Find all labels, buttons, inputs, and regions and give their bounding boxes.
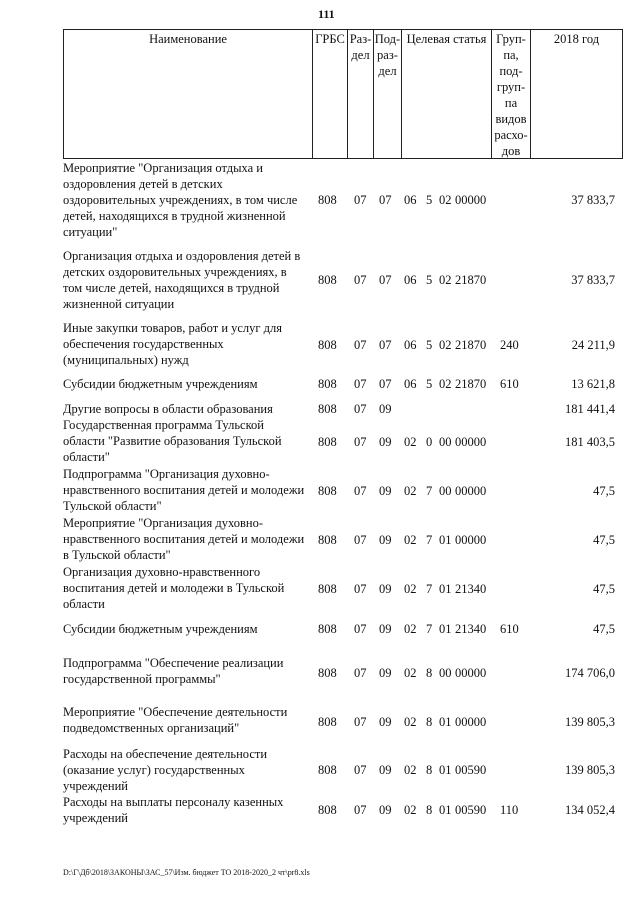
header-podrazdel-line: дел bbox=[378, 64, 397, 78]
row-article-direction: 00000 bbox=[455, 715, 487, 729]
row-grbs: 808 bbox=[318, 402, 337, 416]
row-article-program: 02 bbox=[404, 666, 417, 680]
row-article-event: 00 bbox=[439, 484, 452, 498]
row-article-program: 02 bbox=[404, 803, 417, 817]
row-grbs: 808 bbox=[318, 666, 337, 680]
row-razdel: 07 bbox=[354, 273, 367, 287]
header-grbs: ГРБС bbox=[315, 32, 345, 46]
row-article-direction: 00590 bbox=[455, 803, 487, 817]
row-podrazdel: 09 bbox=[379, 763, 392, 777]
row-article-subprogram: 8 bbox=[426, 715, 433, 729]
row-article-event: 00 bbox=[439, 435, 452, 449]
header-razdel-line: дел bbox=[351, 48, 370, 62]
row-grbs: 808 bbox=[318, 533, 337, 547]
row-article-event: 00 bbox=[439, 666, 452, 680]
row-amount: 181 403,5 bbox=[565, 435, 615, 449]
header-bottom-border bbox=[63, 158, 623, 159]
header-group-line: па, bbox=[503, 48, 519, 62]
row-article-program: 06 bbox=[404, 377, 417, 391]
row-razdel: 07 bbox=[354, 338, 367, 352]
header-name: Наименование bbox=[149, 32, 227, 46]
row-grbs: 808 bbox=[318, 193, 337, 207]
header-podrazdel-line: раз- bbox=[377, 48, 398, 62]
row-article-subprogram: 7 bbox=[426, 533, 433, 547]
row-amount: 47,5 bbox=[593, 533, 615, 547]
row-podrazdel: 09 bbox=[379, 582, 392, 596]
row-razdel: 07 bbox=[354, 377, 367, 391]
row-article-event: 02 bbox=[439, 193, 452, 207]
row-amount: 37 833,7 bbox=[571, 193, 615, 207]
row-razdel: 07 bbox=[354, 533, 367, 547]
row-razdel: 07 bbox=[354, 582, 367, 596]
row-name: Подпрограмма "Обеспечение реализации государственной программы" bbox=[63, 656, 284, 686]
row-grbs: 808 bbox=[318, 484, 337, 498]
row-article-subprogram: 5 bbox=[426, 273, 433, 287]
header-group-line: дов bbox=[501, 144, 521, 158]
row-podrazdel: 09 bbox=[379, 803, 392, 817]
header-top-border bbox=[63, 29, 623, 30]
row-article-direction: 00000 bbox=[455, 666, 487, 680]
row-article-subprogram: 7 bbox=[426, 484, 433, 498]
row-razdel: 07 bbox=[354, 715, 367, 729]
row-razdel: 07 bbox=[354, 803, 367, 817]
header-podrazdel bbox=[374, 31, 401, 79]
row-grbs: 808 bbox=[318, 582, 337, 596]
row-article-program: 06 bbox=[404, 193, 417, 207]
row-name: Расходы на выплаты персоналу казенных учреждений bbox=[63, 795, 284, 825]
row-podrazdel: 07 bbox=[379, 193, 392, 207]
row-podrazdel: 09 bbox=[379, 666, 392, 680]
row-article-subprogram: 5 bbox=[426, 377, 433, 391]
row-expense-group: 110 bbox=[500, 803, 519, 817]
row-article-direction: 00590 bbox=[455, 763, 487, 777]
row-article-program: 06 bbox=[404, 273, 417, 287]
header-group-line: па bbox=[504, 96, 518, 110]
row-grbs: 808 bbox=[318, 435, 337, 449]
row-name: Субсидии бюджетным учреждениям bbox=[63, 377, 258, 391]
header-divider bbox=[622, 29, 623, 159]
row-name: Другие вопросы в области образования bbox=[63, 402, 273, 416]
row-amount: 37 833,7 bbox=[571, 273, 615, 287]
row-article-event: 01 bbox=[439, 803, 452, 817]
row-article-program: 02 bbox=[404, 533, 417, 547]
row-podrazdel: 07 bbox=[379, 377, 392, 391]
row-grbs: 808 bbox=[318, 338, 337, 352]
header-podrazdel-line: Под- bbox=[374, 32, 401, 46]
header-group-line: груп- bbox=[496, 80, 526, 94]
header-group bbox=[492, 31, 530, 159]
row-article-event: 01 bbox=[439, 582, 452, 596]
row-amount: 13 621,8 bbox=[571, 377, 615, 391]
row-podrazdel: 09 bbox=[379, 533, 392, 547]
row-amount: 139 805,3 bbox=[565, 763, 615, 777]
row-grbs: 808 bbox=[318, 803, 337, 817]
row-article-event: 01 bbox=[439, 622, 452, 636]
header-divider bbox=[530, 29, 531, 159]
row-name: Организация отдыха и оздоровления детей в детских оздоровительных учреждениях, в том числе детей, находящихся в трудной жизненной ситуации bbox=[63, 249, 301, 311]
row-article-program: 02 bbox=[404, 484, 417, 498]
row-article-subprogram: 5 bbox=[426, 193, 433, 207]
row-article-direction: 21340 bbox=[455, 622, 487, 636]
row-razdel: 07 bbox=[354, 402, 367, 416]
row-razdel: 07 bbox=[354, 622, 367, 636]
row-razdel: 07 bbox=[354, 763, 367, 777]
row-grbs: 808 bbox=[318, 763, 337, 777]
row-podrazdel: 07 bbox=[379, 273, 392, 287]
header-razdel bbox=[348, 31, 373, 63]
row-article-subprogram: 7 bbox=[426, 582, 433, 596]
row-article-subprogram: 8 bbox=[426, 803, 433, 817]
header-article: Целевая статья bbox=[406, 32, 487, 46]
row-amount: 24 211,9 bbox=[571, 338, 615, 352]
row-grbs: 808 bbox=[318, 273, 337, 287]
header-divider bbox=[63, 29, 64, 159]
header-group-line: под- bbox=[499, 64, 523, 78]
header-group-line: Груп- bbox=[496, 32, 526, 46]
row-amount: 134 052,4 bbox=[565, 803, 615, 817]
row-expense-group: 610 bbox=[500, 622, 519, 636]
row-name: Государственная программа Тульской области "Развитие образования Тульской области" bbox=[63, 418, 282, 464]
row-article-event: 02 bbox=[439, 273, 452, 287]
row-name: Иные закупки товаров, работ и услуг для обеспечения государственных (муниципальных) нужд bbox=[63, 321, 283, 367]
row-article-event: 01 bbox=[439, 533, 452, 547]
row-article-program: 02 bbox=[404, 763, 417, 777]
row-podrazdel: 09 bbox=[379, 435, 392, 449]
row-expense-group: 610 bbox=[500, 377, 519, 391]
row-article-direction: 00000 bbox=[455, 435, 487, 449]
row-expense-group: 240 bbox=[500, 338, 519, 352]
row-amount: 139 805,3 bbox=[565, 715, 615, 729]
header-razdel-line: Раз- bbox=[349, 32, 372, 46]
row-name: Расходы на обеспечение деятельности (оказание услуг) государственных учреждений bbox=[63, 747, 268, 793]
row-podrazdel: 09 bbox=[379, 715, 392, 729]
row-name: Подпрограмма "Организация духовно-нравственного воспитания детей и молодежи Тульской области" bbox=[63, 467, 305, 513]
row-amount: 181 441,4 bbox=[565, 402, 615, 416]
row-article-event: 02 bbox=[439, 338, 452, 352]
row-name: Организация духовно-нравственного воспитания детей и молодежи в Тульской области bbox=[63, 565, 285, 611]
row-name: Мероприятие "Обеспечение деятельности подведомственных организаций" bbox=[63, 705, 288, 735]
row-amount: 47,5 bbox=[593, 484, 615, 498]
row-amount: 174 706,0 bbox=[565, 666, 615, 680]
row-article-direction: 21340 bbox=[455, 582, 487, 596]
row-podrazdel: 09 bbox=[379, 622, 392, 636]
row-article-program: 02 bbox=[404, 435, 417, 449]
row-article-event: 02 bbox=[439, 377, 452, 391]
row-article-event: 01 bbox=[439, 763, 452, 777]
row-article-direction: 21870 bbox=[455, 273, 487, 287]
row-grbs: 808 bbox=[318, 622, 337, 636]
row-name: Мероприятие "Организация отдыха и оздоровления детей в детских оздоровительных учреждениях, в том числе детей, находящихся в трудной жизненной ситуации" bbox=[63, 161, 298, 239]
row-article-program: 06 bbox=[404, 338, 417, 352]
row-podrazdel: 09 bbox=[379, 402, 392, 416]
header-group-line: видов bbox=[495, 112, 527, 126]
row-amount: 47,5 bbox=[593, 582, 615, 596]
row-article-subprogram: 8 bbox=[426, 763, 433, 777]
row-podrazdel: 09 bbox=[379, 484, 392, 498]
row-razdel: 07 bbox=[354, 435, 367, 449]
file-path-footer: D:\Г\Дб\2018\ЗАКОНЫ\ЗАС_57\Изм. бюджет ТО 2018-2020_2 чт\pr8.xls bbox=[63, 868, 310, 877]
row-article-direction: 21870 bbox=[455, 338, 487, 352]
row-article-subprogram: 7 bbox=[426, 622, 433, 636]
row-name: Субсидии бюджетным учреждениям bbox=[63, 622, 258, 636]
row-razdel: 07 bbox=[354, 666, 367, 680]
row-article-direction: 00000 bbox=[455, 484, 487, 498]
row-article-direction: 00000 bbox=[455, 533, 487, 547]
row-article-program: 02 bbox=[404, 582, 417, 596]
header-divider bbox=[401, 29, 402, 159]
row-article-program: 02 bbox=[404, 715, 417, 729]
row-grbs: 808 bbox=[318, 715, 337, 729]
row-razdel: 07 bbox=[354, 193, 367, 207]
row-grbs: 808 bbox=[318, 377, 337, 391]
row-article-subprogram: 0 bbox=[426, 435, 433, 449]
row-amount: 47,5 bbox=[593, 622, 615, 636]
row-podrazdel: 07 bbox=[379, 338, 392, 352]
header-divider bbox=[312, 29, 313, 159]
row-article-direction: 21870 bbox=[455, 377, 487, 391]
page-number: 111 bbox=[318, 7, 335, 21]
row-article-subprogram: 5 bbox=[426, 338, 433, 352]
header-year: 2018 год bbox=[553, 32, 600, 46]
row-article-program: 02 bbox=[404, 622, 417, 636]
row-article-event: 01 bbox=[439, 715, 452, 729]
row-name: Мероприятие "Организация духовно-нравственного воспитания детей и молодежи в Тульской области" bbox=[63, 516, 305, 562]
row-razdel: 07 bbox=[354, 484, 367, 498]
header-group-line: расхо- bbox=[494, 128, 528, 142]
row-article-subprogram: 8 bbox=[426, 666, 433, 680]
row-article-direction: 00000 bbox=[455, 193, 487, 207]
